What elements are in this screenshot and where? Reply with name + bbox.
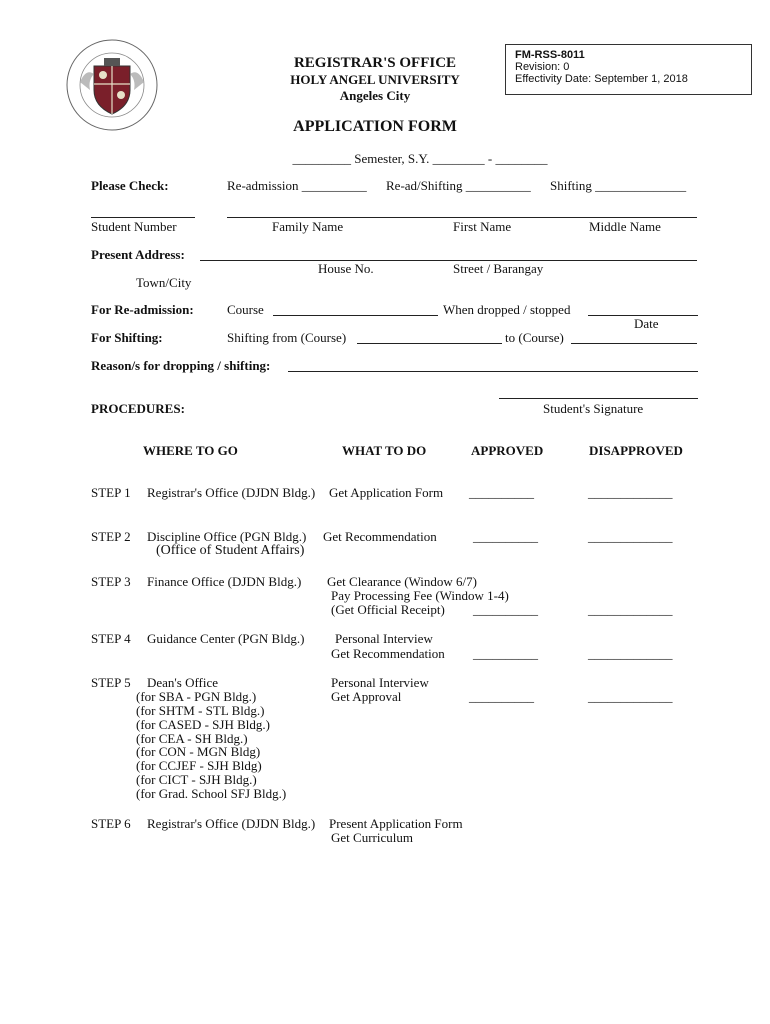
step-what: Get Clearance (Window 6/7) — [327, 574, 478, 589]
signature-field[interactable] — [499, 398, 698, 399]
step-disapproved-field[interactable]: _____________ — [588, 689, 673, 704]
step-what: Get Recommendation — [331, 646, 445, 661]
effectivity-date: Effectivity Date: September 1, 2018 — [515, 73, 688, 85]
present-address-field[interactable] — [200, 260, 697, 261]
step-where: (for CEA - SH Bldg.) — [136, 731, 248, 746]
student-number-field[interactable] — [91, 217, 195, 218]
readmission-label: For Re-admission: — [91, 302, 194, 317]
please-check-label: Please Check: — [91, 178, 169, 193]
reasons-label: Reason/s for dropping / shifting: — [91, 358, 271, 373]
step-label: STEP 3 — [91, 574, 131, 589]
step-where: (for CON - MGN Bldg) — [136, 744, 261, 759]
present-address-label: Present Address: — [91, 247, 185, 262]
signature-label: Student's Signature — [543, 401, 644, 416]
col-disapproved: DISAPPROVED — [589, 443, 683, 458]
step-where: (for CASED - SJH Bldg.) — [136, 717, 270, 732]
university-name: HOLY ANGEL UNIVERSITY — [290, 72, 460, 87]
step-what: (Get Official Receipt) — [331, 602, 445, 617]
step-what: Get Application Form — [329, 485, 444, 500]
step-where: Discipline Office (PGN Bldg.) — [147, 529, 307, 544]
step-where: (for Grad. School SFJ Bldg.) — [136, 786, 287, 801]
step-where: (for SBA - PGN Bldg.) — [136, 689, 257, 704]
step-label: STEP 4 — [91, 631, 131, 646]
university-city: Angeles City — [339, 88, 411, 103]
first-name-label: First Name — [453, 219, 512, 234]
step-where: (for CICT - SJH Bldg.) — [136, 772, 257, 787]
document-info-box — [505, 44, 752, 95]
step-where: Registrar's Office (DJDN Bldg.) — [147, 816, 316, 831]
step-what: Present Application Form — [329, 816, 463, 831]
step-disapproved-field[interactable]: _____________ — [588, 529, 673, 544]
student-number-label: Student Number — [91, 219, 177, 234]
step-what: Get Curriculum — [331, 830, 413, 845]
shifting-to-field[interactable] — [571, 343, 697, 344]
form-title: APPLICATION FORM — [293, 118, 457, 135]
reasons-field[interactable] — [288, 371, 698, 372]
step-disapproved-field[interactable]: _____________ — [588, 485, 673, 500]
readmission-option[interactable]: Re-admission __________ — [227, 178, 367, 193]
seal-graphic — [60, 38, 164, 132]
step-label: STEP 5 — [91, 675, 131, 690]
student-name-field[interactable] — [227, 217, 697, 218]
step-what: Get Recommendation — [323, 529, 437, 544]
step-approved-field[interactable]: __________ — [473, 529, 538, 544]
semester-line[interactable]: _________ Semester, S.Y. ________ - ________ — [292, 151, 548, 166]
read-shifting-option[interactable]: Re-ad/Shifting __________ — [386, 178, 531, 193]
step-disapproved-field[interactable]: _____________ — [588, 602, 673, 617]
step-what: Personal Interview — [335, 631, 433, 646]
university-seal — [60, 38, 164, 132]
shifting-option[interactable]: Shifting ______________ — [550, 178, 687, 193]
shifting-label: For Shifting: — [91, 330, 163, 345]
step-where: (Office of Student Affairs) — [156, 543, 305, 558]
revision-number: Revision: 0 — [515, 61, 570, 73]
step-what: Pay Processing Fee (Window 1-4) — [331, 588, 509, 603]
step-approved-field[interactable]: __________ — [473, 602, 538, 617]
middle-name-label: Middle Name — [589, 219, 661, 234]
step-where: Dean's Office — [147, 675, 219, 690]
step-disapproved-field[interactable]: _____________ — [588, 646, 673, 661]
shifting-to-label: to (Course) — [505, 330, 564, 345]
step-where: Guidance Center (PGN Bldg.) — [147, 631, 305, 646]
col-approved: APPROVED — [471, 443, 544, 458]
procedures-label: PROCEDURES: — [91, 401, 185, 416]
course-label: Course — [227, 302, 264, 317]
step-what: Personal Interview — [331, 675, 429, 690]
street-label: Street / Barangay — [453, 261, 544, 276]
shifting-from-field[interactable] — [357, 343, 502, 344]
date-label: Date — [634, 316, 659, 331]
family-name-label: Family Name — [272, 219, 344, 234]
when-dropped-label: When dropped / stopped — [443, 302, 571, 317]
shifting-from-label: Shifting from (Course) — [227, 330, 347, 345]
step-what: Get Approval — [331, 689, 402, 704]
step-where: Finance Office (DJDN Bldg.) — [147, 574, 302, 589]
step-approved-field[interactable]: __________ — [469, 689, 534, 704]
registrar-office-title: REGISTRAR'S OFFICE — [293, 55, 457, 71]
step-approved-field[interactable]: __________ — [473, 646, 538, 661]
step-label: STEP 1 — [91, 485, 131, 500]
col-where-to-go: WHERE TO GO — [143, 443, 238, 458]
col-what-to-do: WHAT TO DO — [342, 443, 427, 458]
step-where: Registrar's Office (DJDN Bldg.) — [147, 485, 316, 500]
step-label: STEP 2 — [91, 529, 131, 544]
form-code: FM-RSS-8011 — [515, 49, 585, 61]
step-label: STEP 6 — [91, 816, 131, 831]
step-where: (for SHTM - STL Bldg.) — [136, 703, 265, 718]
house-no-label: House No. — [318, 261, 374, 276]
step-approved-field[interactable]: __________ — [469, 485, 534, 500]
course-field[interactable] — [273, 315, 438, 316]
town-label: Town/City — [136, 275, 192, 290]
step-where: (for CCJEF - SJH Bldg) — [136, 758, 262, 773]
